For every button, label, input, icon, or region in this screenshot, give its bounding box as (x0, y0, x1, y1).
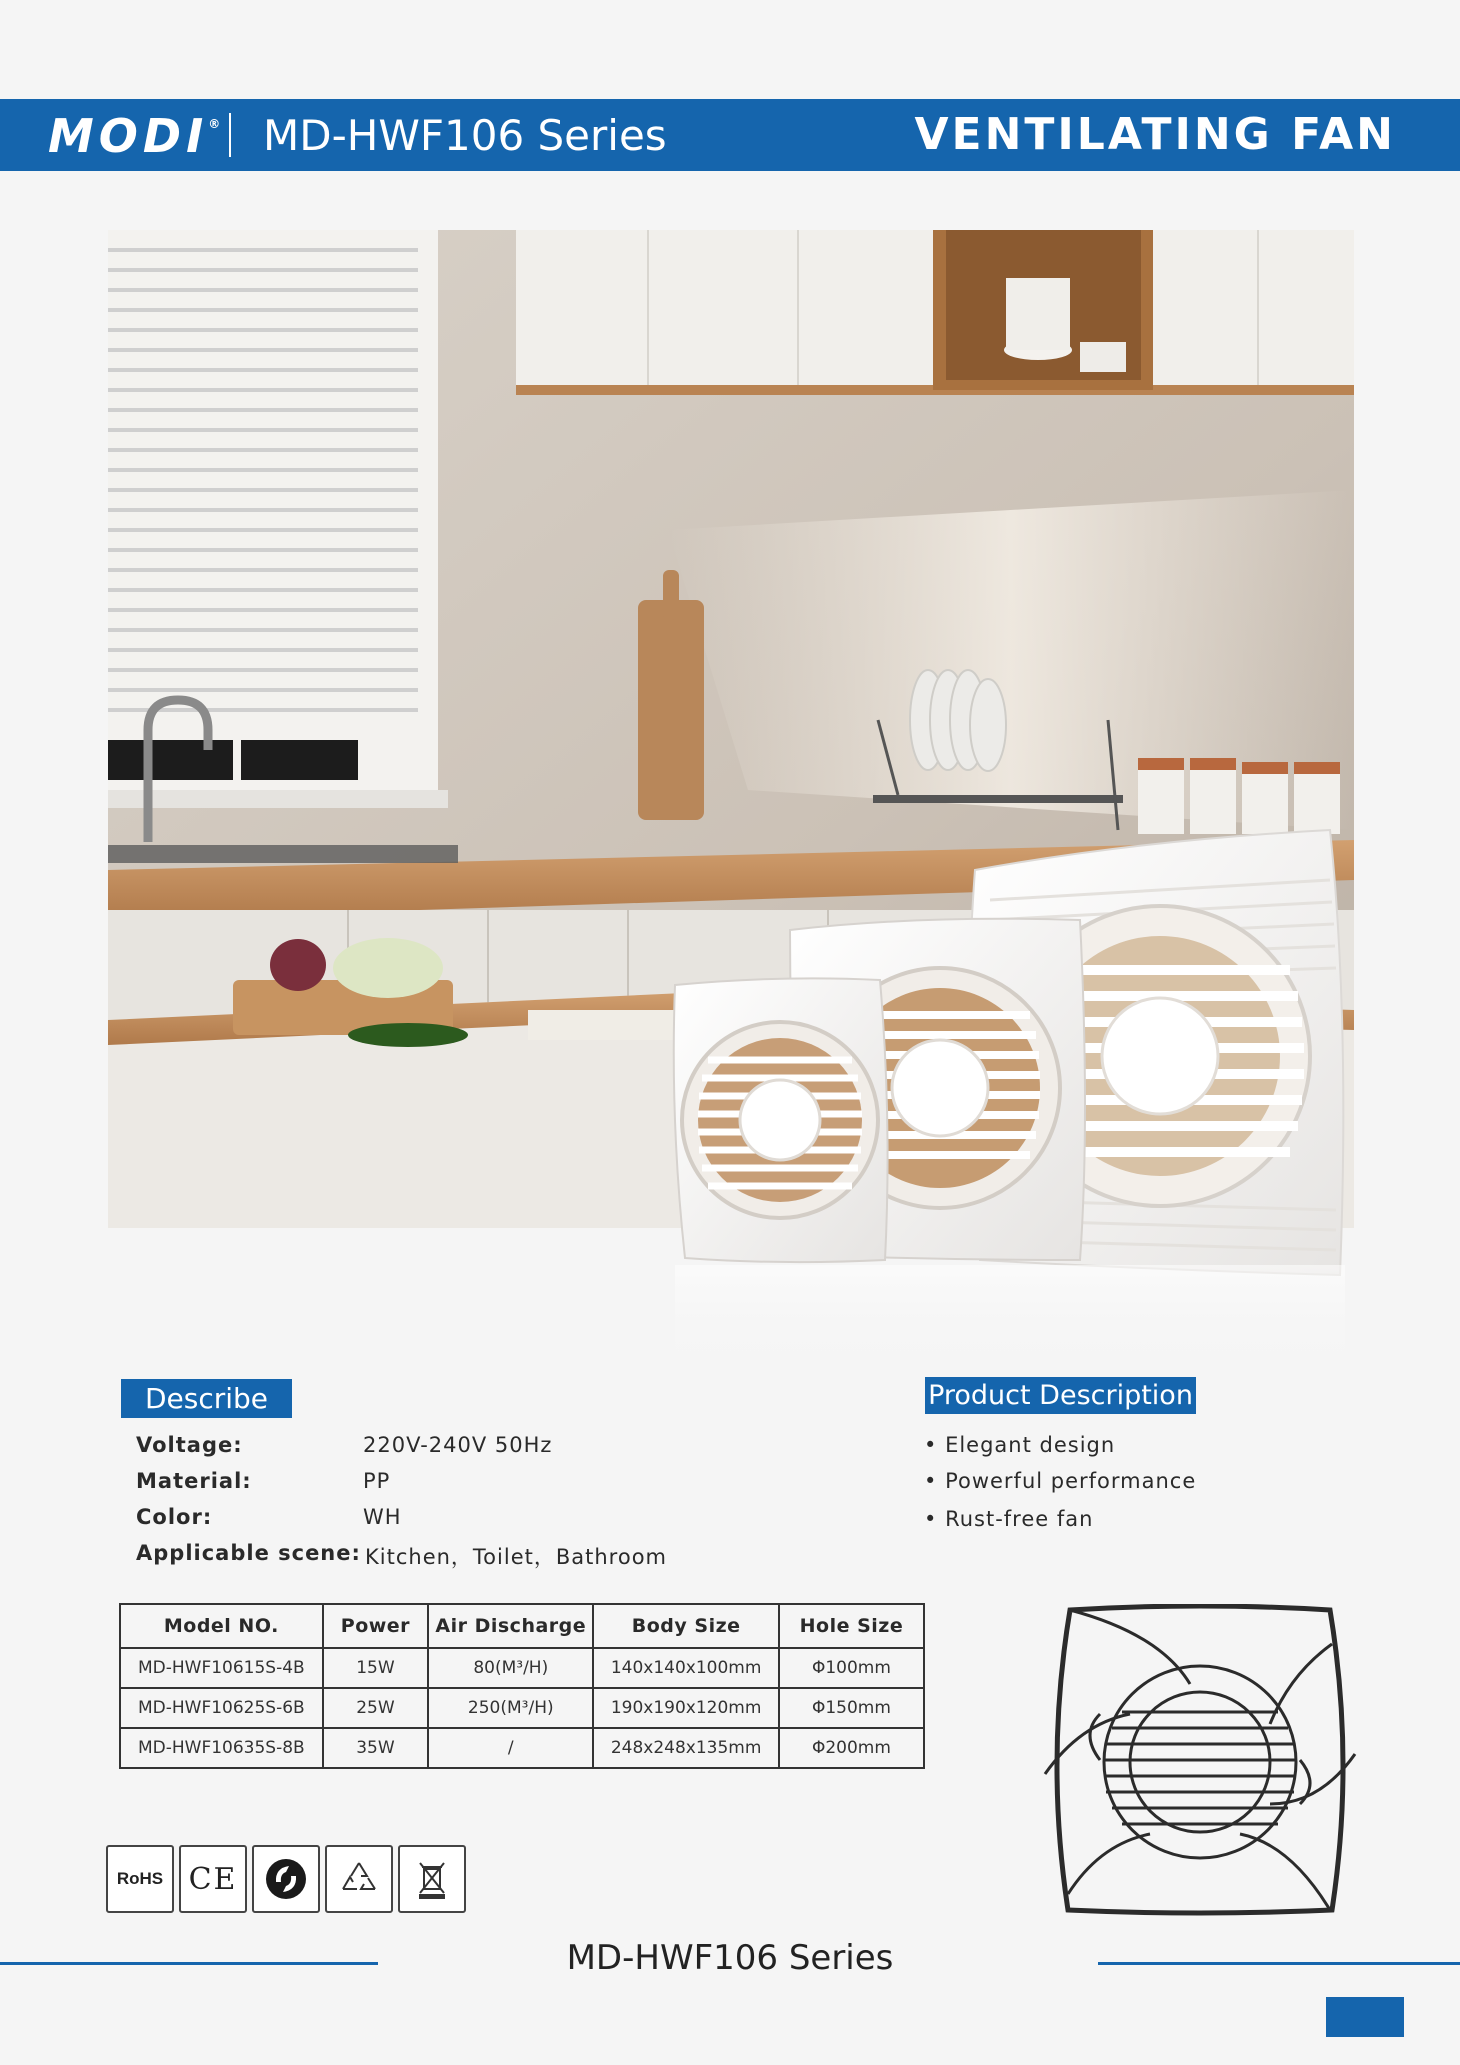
feature-text: Rust-free fan (945, 1507, 1094, 1531)
feature-text: Powerful performance (945, 1469, 1197, 1493)
column-header: Model NO. (120, 1604, 323, 1648)
table-row (120, 1648, 924, 1688)
table-cell: MD-HWF10615S-4B (120, 1648, 323, 1688)
table-cell: MD-HWF10625S-6B (120, 1688, 323, 1728)
table-cell: 140x140x100mm (593, 1648, 779, 1688)
spec-table (119, 1603, 925, 1769)
product-description-heading: Product Description (925, 1377, 1196, 1414)
feature-item: • Elegant design (924, 1433, 1116, 1457)
table-cell: 80(M³/H) (428, 1648, 593, 1688)
table-cell: Φ200mm (779, 1728, 924, 1768)
table-cell: 190x190x120mm (593, 1688, 779, 1728)
header-divider (229, 113, 231, 157)
brand-name: MODI (48, 109, 209, 163)
table-cell: Φ150mm (779, 1688, 924, 1728)
brand-logo (48, 109, 220, 163)
weee-bin-icon (398, 1845, 466, 1913)
ce-icon (179, 1845, 247, 1913)
feature-item: • Powerful performance (924, 1469, 1197, 1493)
rohs-label: RoHS (116, 1869, 164, 1888)
spec-value: WH (363, 1505, 402, 1529)
table-cell: 250(M³/H) (428, 1688, 593, 1728)
spec-label: Voltage: (136, 1433, 243, 1457)
spec-label: Color: (136, 1505, 213, 1529)
green-dot-icon (252, 1845, 320, 1913)
column-header: Power (323, 1604, 428, 1648)
footer-accent-block (1326, 1997, 1404, 2037)
ce-label: CE (188, 1861, 238, 1897)
fan-line-drawing (1040, 1604, 1360, 1916)
table-row (120, 1688, 924, 1728)
column-header: Air Discharge (428, 1604, 593, 1648)
table-cell: 15W (323, 1648, 428, 1688)
fan-product-render (660, 820, 1360, 1380)
table-row (120, 1728, 924, 1768)
table-cell: / (428, 1728, 593, 1768)
describe-heading: Describe (121, 1379, 292, 1418)
table-cell: 248x248x135mm (593, 1728, 779, 1768)
header-bar (0, 99, 1460, 171)
table-cell: Φ100mm (779, 1648, 924, 1688)
spec-label: Applicable scene: (136, 1541, 361, 1565)
feature-text: Elegant design (945, 1433, 1116, 1457)
feature-item: • Rust-free fan (924, 1507, 1094, 1531)
footer-line-right (1098, 1962, 1460, 1965)
footer-series-title: MD-HWF106 Series (566, 1938, 894, 1978)
series-title: MD-HWF106 Series (263, 111, 667, 160)
spec-value: PP (363, 1469, 391, 1493)
spec-value: Kitchen，Toilet，Bathroom (365, 1545, 667, 1569)
rohs-icon (106, 1845, 174, 1913)
registered-mark: ® (208, 116, 221, 131)
table-header-row (120, 1604, 924, 1648)
product-type-title: VENTILATING FAN (914, 109, 1396, 160)
column-header: Hole Size (779, 1604, 924, 1648)
recycle-icon (325, 1845, 393, 1913)
spec-value: 220V-240V 50Hz (363, 1433, 553, 1457)
table-cell: 25W (323, 1688, 428, 1728)
table-cell: MD-HWF10635S-8B (120, 1728, 323, 1768)
table-cell: 35W (323, 1728, 428, 1768)
column-header: Body Size (593, 1604, 779, 1648)
spec-label: Material: (136, 1469, 252, 1493)
